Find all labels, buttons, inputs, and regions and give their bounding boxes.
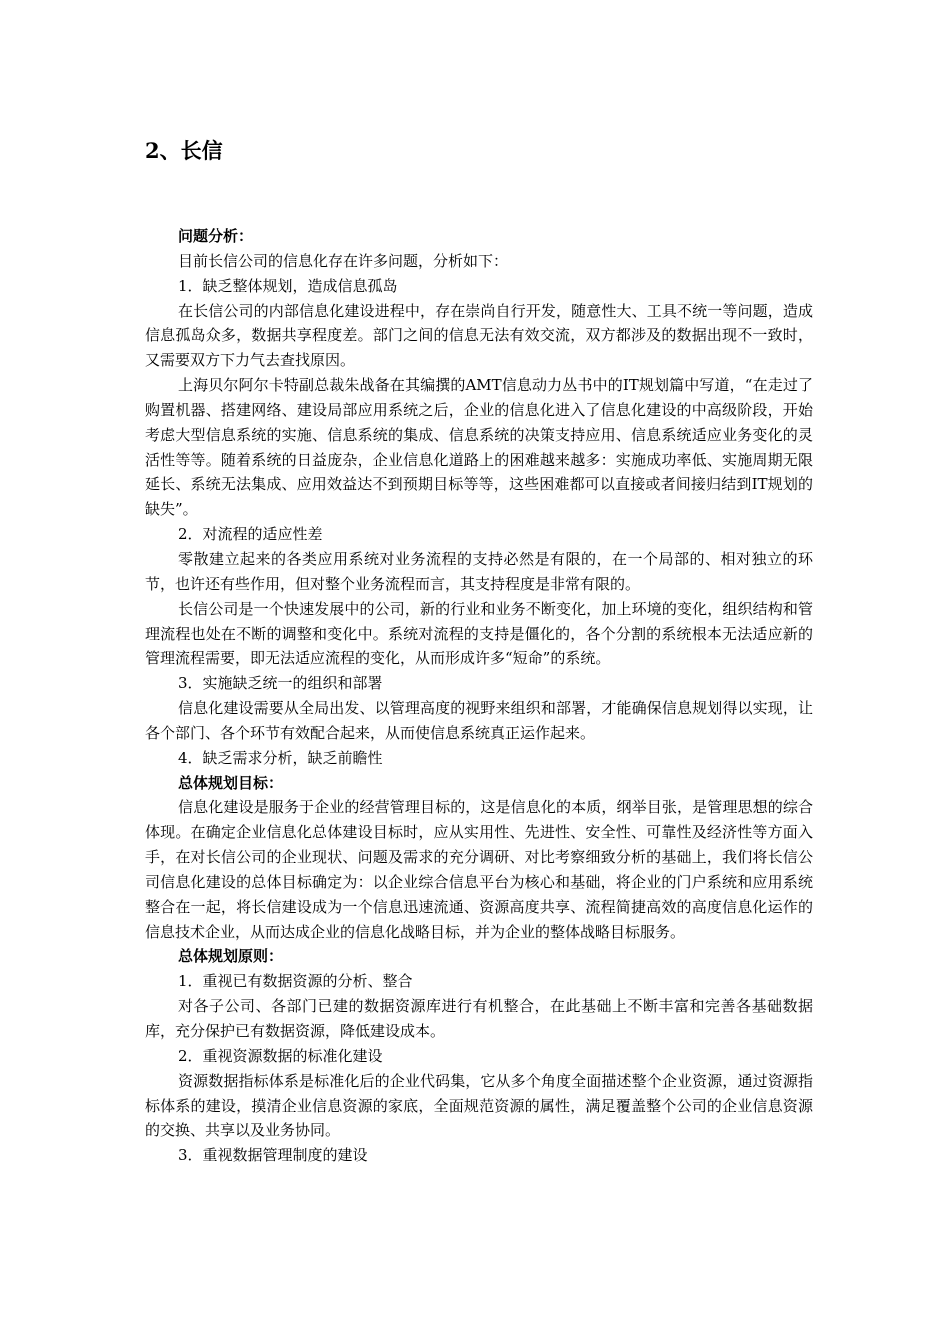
goal-paragraph: 信息化建设是服务于企业的经营管理目标的，这是信息化的本质，纲举目张，是管理思想的综合体现。在确定企业信息化总体建设目标时，应从实用性、先进性、安全性、可靠性及经济性等方面入手，在对长信公司的企业现状、问题及需求的充分调研、对比考察细致分析的基础上，我们将长信公司信息化建设的总体目标确定为：以企业综合信息平台为核心和基础，将企业的门户系统和应用系统整合在一起，将长信建设成为一个信息迅速流通、资源高度共享、流程简捷高效的高度信息化运作的信息技术企业，从而达成企业的信息化战略目标，并为企业的整体战略目标服务。 — [145, 798, 813, 941]
principle-1-paragraph: 对各子公司、各部门已建的数据资源库进行有机整合，在此基础上不断丰富和完善各基础数据库，充分保护已有数据资源，降低建设成本。 — [145, 997, 813, 1040]
principle-heading: 总体规划原则： — [178, 947, 284, 966]
problem-2-heading: 2．对流程的适应性差 — [178, 525, 323, 544]
principle-3-heading: 3．重视数据管理制度的建设 — [178, 1146, 368, 1165]
page-title: 2、长信 — [145, 138, 223, 163]
principle-2-heading: 2．重视资源数据的标准化建设 — [178, 1046, 383, 1065]
problem-1-paragraph: 在长信公司的内部信息化建设进程中，存在崇尚自行开发，随意性大、工具不统一等问题，造成信息孤岛众多，数据共享程度差。部门之间的信息无法有效交流，双方都涉及的数据出现不一致时，又需要双方下力气去查找原因。 — [145, 301, 813, 370]
problem-heading: 问题分析： — [178, 227, 254, 245]
problem-3-paragraph: 信息化建设需要从全局出发、以管理高度的视野来组织和部署，才能确保信息规划得以实现，让各个部门、各个环节有效配合起来，从而使信息系统真正运作起来。 — [145, 699, 813, 742]
problem-2-paragraph: 零散建立起来的各类应用系统对业务流程的支持必然是有限的，在一个局部的、相对独立的环节，也许还有些作用，但对整个业务流程而言，其支持程度是非常有限的。 — [145, 549, 813, 593]
problem-3-heading: 3．实施缺乏统一的组织和部署 — [178, 674, 383, 693]
problem-intro: 目前长信公司的信息化存在许多问题，分析如下： — [178, 251, 509, 270]
problem-4-heading: 4．缺乏需求分析，缺乏前瞻性 — [178, 748, 383, 767]
principle-2-paragraph: 资源数据指标体系是标准化后的企业代码集，它从多个角度全面描述整个企业资源，通过资源指标体系的建设，摸清企业信息资源的家底，全面规范资源的属性，满足覆盖整个公司的企业信息资源的交换、共享以及业务协同。 — [145, 1071, 813, 1140]
problem-1-heading: 1．缺乏整体规划，造成信息孤岛 — [178, 276, 398, 295]
document-body — [145, 224, 813, 1168]
problem-1-quote-paragraph: 上海贝尔阿尔卡特副总裁朱战备在其编撰的AMT信息动力丛书中的IT规划篇中写道，“在走过了购置机器、搭建网络、建设局部应用系统之后，企业的信息化进入了信息化建设的中高级阶段，开始考虑大型信息系统的实施、信息系统的集成、信息系统的决策支持应用、信息系统适应业务变化的灵活性等等。随着系统的日益庞杂，企业信息化道路上的困难越来越多：实施成功率低、实施周期无限延长、系统无法集成、应用效益达不到预期目标等等，这些困难都可以直接或者间接归结到IT规划的缺失”。 — [145, 376, 813, 519]
goal-heading: 总体规划目标： — [178, 773, 284, 792]
principle-1-heading: 1．重视已有数据资源的分析、整合 — [178, 972, 413, 991]
problem-2-paragraph-2: 长信公司是一个快速发展中的公司，新的行业和业务不断变化，加上环境的变化，组织结构和管理流程也处在不断的调整和变化中。系统对流程的支持是僵化的，各个分割的系统根本无法适应新的管理流程需要，即无法适应流程的变化，从而形成许多“短命”的系统。 — [145, 599, 813, 668]
